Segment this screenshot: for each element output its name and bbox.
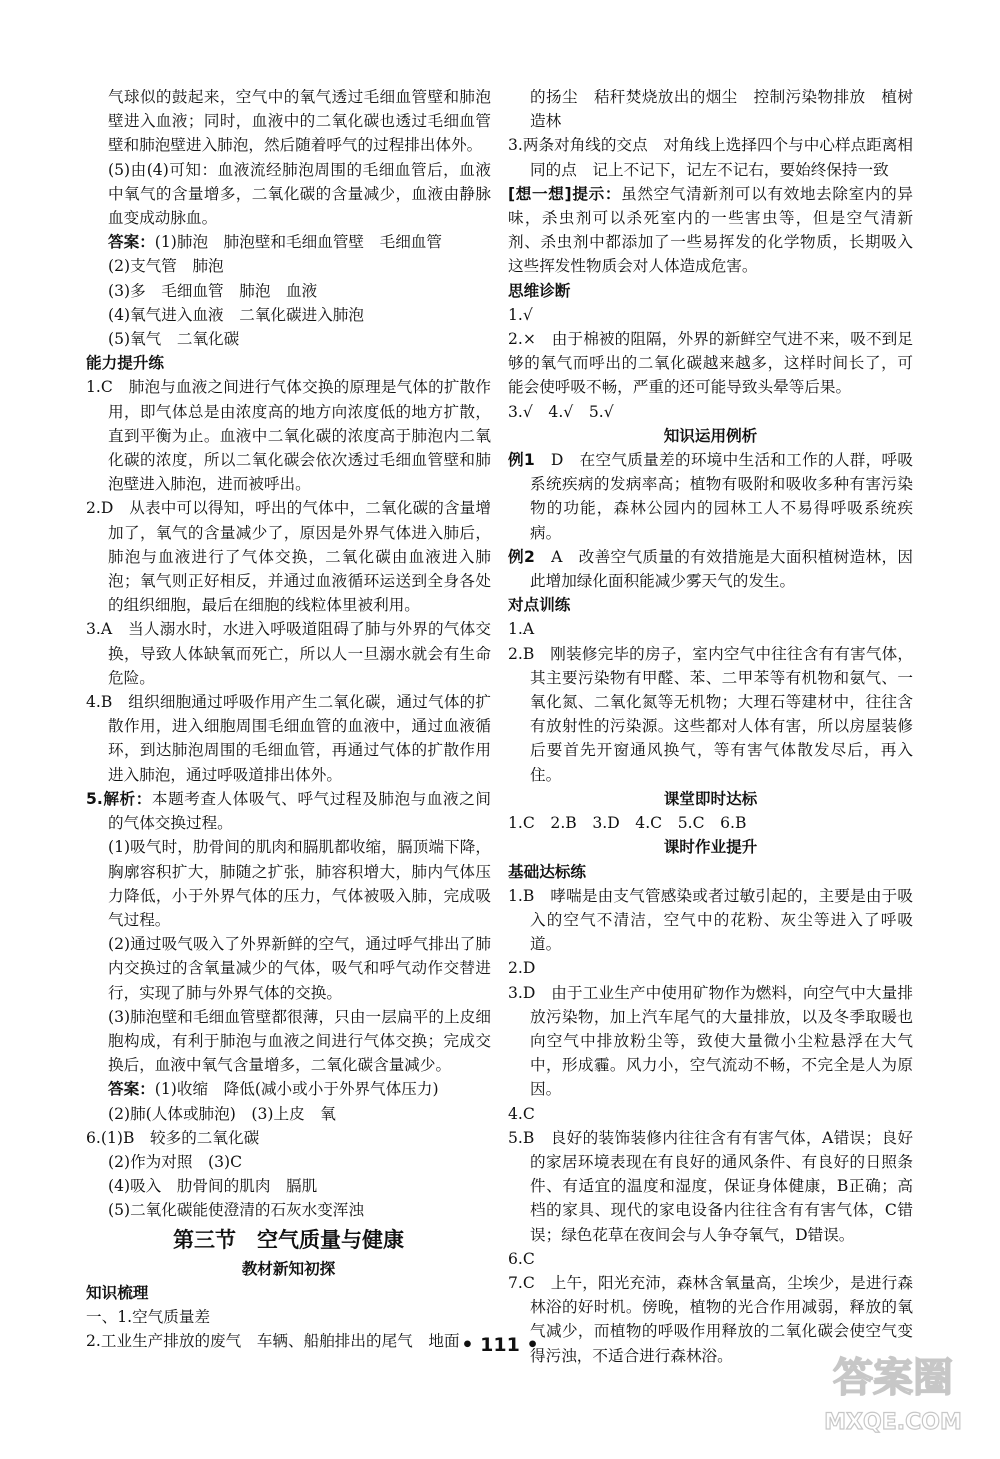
watermark-text-top: 答案圈: [833, 1355, 953, 1401]
paragraph-text: 3.√ 4.√ 5.√: [508, 402, 614, 421]
section-heading: [86, 1257, 491, 1281]
answer-label: 例1: [508, 451, 535, 470]
answer-paragraph: [508, 400, 913, 424]
paragraph-text: 一、1.空气质量差: [86, 1307, 211, 1326]
paragraph-text: (4)吸入 肋骨间的肌肉 膈肌: [108, 1177, 318, 1196]
paragraph-text: (2)通过吸气吸入了外界新鲜的空气，通过呼气排出了肺内交换过的含氧量减少的气体，吸气和呼气动作交替进行，实现了肺与外界气体的交换。: [108, 935, 491, 1002]
section-heading: [508, 787, 913, 811]
answer-paragraph: [86, 1077, 491, 1101]
section-heading: [508, 279, 913, 303]
paragraph-text: 思维诊断: [508, 281, 571, 300]
section-heading: [508, 424, 913, 448]
answer-paragraph: [86, 787, 491, 835]
paragraph-text: 2.B 刚装修完毕的房子，室内空气中往往含有有害气体，其主要污染物有甲醛、苯、二甲苯等有机物和氨气、一氧化氮、二氧化氮等无机物；大理石等建材中，往往含有放射性的污染源。这些都对人体有害，所以房屋装修后要首先开窗通风换气，等有害气体散发尽后，再入住。: [508, 644, 913, 784]
answer-paragraph: [508, 327, 913, 400]
answer-paragraph: [86, 1005, 491, 1078]
paragraph-text: 1.C 肺泡与血液之间进行气体交换的原理是气体的扩散作用，即气体总是由浓度高的地方向浓度低的地方扩散，直到平衡为止。血液中二氧化碳的浓度高于肺泡内二氧化碳的浓度，所以二氧化碳会依次透过毛细血管壁和肺泡壁进入肺泡，进而被呼出。: [86, 378, 491, 494]
paragraph-text: (2)肺(人体或肺泡) (3)上皮 氧: [108, 1104, 336, 1123]
section-heading: [508, 860, 913, 884]
paragraph-text: 6.C: [508, 1249, 535, 1268]
paragraph-text: 4.B 组织细胞通过呼吸作用产生二氧化碳，通过气体的扩散作用，进入细胞周围毛细血管的血液中，通过血液循环，到达肺泡周围的毛细血管，再通过气体的扩散作用进入肺泡，通过呼吸道排出体外。: [86, 693, 491, 784]
answer-paragraph: [86, 85, 491, 158]
answer-paragraph: [508, 448, 913, 545]
paragraph-text: 课时作业提升: [663, 838, 758, 857]
answer-paragraph: [86, 932, 491, 1005]
paragraph-text: 知识运用例析: [663, 426, 758, 445]
paragraph-text: (3)肺泡壁和毛细血管壁都很薄，只由一层扁平的上皮细胞构成，有利于肺泡与血液之间进行气体交换；完成交换后，血液中氧气含量增多，二氧化碳含量减少。: [108, 1007, 491, 1075]
paragraph-text: 2.D: [508, 959, 536, 978]
answer-paragraph: [86, 375, 491, 496]
answer-paragraph: [86, 835, 491, 932]
paragraph-text: 3.A 当人溺水时，水进入呼吸道阻碍了肺与外界的气体交换，导致人体缺氧而死亡，所以人一旦溺水就会有生命危险。: [86, 620, 491, 687]
right-column: [508, 85, 913, 1368]
section-heading: [86, 1281, 491, 1305]
paragraph-text: 1.C 2.B 3.D 4.C 5.C 6.B: [508, 814, 747, 833]
paragraph-text: (5)由(4)可知：血液流经肺泡周围的毛细血管后，血液中氧气的含量增多，二氧化碳的含量减少，血液由静脉血变成动脉血。: [108, 160, 491, 228]
answer-label: [想一想]提示：: [508, 184, 622, 203]
paragraph-text: 知识梳理: [86, 1283, 149, 1302]
paragraph-text: 2.工业生产排放的废气 车辆、船舶排出的尾气 地面: [86, 1332, 460, 1351]
answer-paragraph: [508, 182, 913, 279]
paragraph-text: 7.C 上午，阳光充沛，森林含氧量高，尘埃少，是进行森林浴的好时机。傍晚，植物的光合作用减弱，释放的氧气减少，而植物的呼吸作用释放的二氧化碳会使空气变得污浊，不适合进行森林浴。: [508, 1273, 913, 1365]
paragraph-text: (1)吸气时，肋骨间的肌肉和膈肌都收缩，膈顶端下降，胸廓容积扩大，肺随之扩张，肺容积增大，肺内气体压力降低，小于外界气体的压力，气体被吸入肺，完成吸气过程。: [108, 838, 491, 929]
answer-paragraph: [508, 1247, 913, 1271]
left-column: [86, 85, 491, 1353]
paragraph-text: (5)氧气 二氧化碳: [108, 330, 240, 349]
paragraph-text: 3.D 由于工业生产中使用矿物作为燃料，向空气中大量排放污染物，加上汽车尾气的大量排放，以及冬季取暖也向空气中排放粉尘等，致使大量微小尘粒悬浮在大气中，形成霾。风力小，空气流动不畅，不完全是人为原因。: [508, 983, 913, 1099]
answer-label: 5.解析：: [86, 789, 152, 808]
paragraph-text: 虽然空气清新剂可以有效地去除室内的异味，杀虫剂可以杀死室内的一些害虫等，但是空气清新剂、杀虫剂中都添加了一些易挥发的化学物质，长期吸入这些挥发性物质会对人体造成危害。: [508, 184, 913, 276]
answer-paragraph: [508, 956, 913, 980]
paragraph-text: (3)多 毛细血管 肺泡 血液: [108, 281, 318, 300]
paragraph-text: 2.D 从表中可以得知，呼出的气体中，二氧化碳的含量增加了，氧气的含量减少了，原因是外界气体进入肺后，肺泡与血液进行了气体交换，二氧化碳由血液进入肺泡；氧气则正好相反，并通过血液循环运送到全身各处的组织细胞，最后在细胞的线粒体里被利用。: [86, 499, 491, 615]
paragraph-text: 第三节 空气质量与健康: [173, 1227, 404, 1252]
section-heading: [508, 593, 913, 617]
answer-paragraph: [508, 1102, 913, 1126]
answer-paragraph: [508, 545, 913, 593]
answer-paragraph: [86, 1174, 491, 1198]
paragraph-text: 6.(1)B 较多的二氧化碳: [86, 1128, 260, 1147]
section-heading: [508, 835, 913, 859]
paragraph-text: 课堂即时达标: [663, 789, 758, 808]
answer-paragraph: [86, 279, 491, 303]
paragraph-text: 1.√: [508, 305, 533, 324]
answer-paragraph: [508, 85, 913, 133]
answer-paragraph: [86, 254, 491, 278]
answer-paragraph: [86, 1198, 491, 1222]
answer-paragraph: [508, 642, 913, 787]
answer-paragraph: [86, 1150, 491, 1174]
section-heading: [86, 351, 491, 375]
paragraph-text: (1)收缩 降低(减小或小于外界气体压力): [154, 1080, 439, 1099]
answer-label: 答案：: [108, 233, 155, 252]
paragraph-text: 3.两条对角线的交点 对角线上选择四个与中心样点距离相同的点 记上不记下，记左不记右，要始终保持一致: [508, 136, 913, 179]
paragraph-text: 4.C: [508, 1104, 535, 1123]
answer-label: 例2: [508, 547, 535, 566]
paragraph-text: D 在空气质量差的环境中生活和工作的人群，呼吸系统疾病的发病率高；植物有吸附和吸收多种有害污染物的功能，森林公园内的园林工人不易得呼吸系统疾病。: [530, 451, 913, 542]
paragraph-text: (4)氧气进入血液 二氧化碳进入肺泡: [108, 305, 364, 324]
answer-paragraph: [508, 303, 913, 327]
paragraph-text: 1.B 哮喘是由支气管感染或者过敏引起的，主要是由于吸入的空气不清洁，空气中的花粉、灰尘等进入了呼吸道。: [508, 886, 913, 954]
answer-paragraph: [508, 811, 913, 835]
answer-paragraph: [86, 303, 491, 327]
answer-paragraph: [86, 1126, 491, 1150]
paragraph-text: (1)肺泡 肺泡壁和毛细血管壁 毛细血管: [154, 233, 442, 252]
answer-paragraph: [86, 690, 491, 787]
paragraph-text: 1.A: [508, 620, 535, 639]
answer-paragraph: [508, 1126, 913, 1247]
paragraph-text: A 改善空气质量的有效措施是大面积植树造林，因此增加绿化面积能减少雾天气的发生。: [530, 547, 913, 591]
section-title: [86, 1225, 491, 1255]
answer-paragraph: [86, 327, 491, 351]
paragraph-text: (2)作为对照 (3)C: [108, 1152, 243, 1171]
paragraph-text: 对点训练: [508, 596, 571, 615]
answer-paragraph: [86, 158, 491, 231]
answer-paragraph: [86, 496, 491, 617]
answer-paragraph: [508, 884, 913, 957]
paragraph-text: (2)支气管 肺泡: [108, 257, 224, 276]
paragraph-text: 5.B 良好的装饰装修内往往含有有害气体，A错误；良好的家居环境表现在有良好的通风条件、有良好的日照条件、有适宜的温度和湿度，保证身体健康，B正确；高档的家具、现代的家电设备内往往含有有害气体，C错误；绿色花草在夜间会与人争夺氧气，D错误。: [508, 1128, 913, 1244]
paragraph-text: 2.× 由于棉被的阻隔，外界的新鲜空气进不来，吸不到足够的氧气而呼出的二氧化碳越来越多，这样时间长了，可能会使呼吸不畅，严重的还可能导致头晕等后果。: [508, 330, 913, 397]
answer-paragraph: [86, 1102, 491, 1126]
answer-paragraph: [508, 133, 913, 181]
answer-paragraph: [86, 1305, 491, 1329]
page-number: • 111 •: [461, 1334, 539, 1356]
paragraph-text: 能力提升练: [86, 354, 164, 373]
paragraph-text: (5)二氧化碳能使澄清的石灰水变浑浊: [108, 1201, 364, 1220]
watermark-logo: [808, 1333, 978, 1443]
watermark-text-bottom: MXQE.COM: [824, 1410, 962, 1435]
paragraph-text: 气球似的鼓起来，空气中的氧气透过毛细血管壁和肺泡壁进入血液；同时，血液中的二氧化碳也透过毛细血管壁和肺泡壁进入肺泡，然后随着呼气的过程排出体外。: [108, 88, 491, 155]
paragraph-text: 教材新知初探: [241, 1259, 336, 1278]
answer-paragraph: [86, 230, 491, 254]
answer-paragraph: [508, 617, 913, 641]
answer-paragraph: [86, 617, 491, 690]
paragraph-text: 的扬尘 秸秆焚烧放出的烟尘 控制污染物排放 植树造林: [530, 88, 913, 131]
answer-paragraph: [508, 981, 913, 1102]
answer-label: 答案：: [108, 1080, 155, 1099]
paragraph-text: 基础达标练: [508, 862, 586, 881]
paragraph-text: 本题考查人体吸气、呼气过程及肺泡与血液之间的气体交换过程。: [108, 789, 491, 833]
